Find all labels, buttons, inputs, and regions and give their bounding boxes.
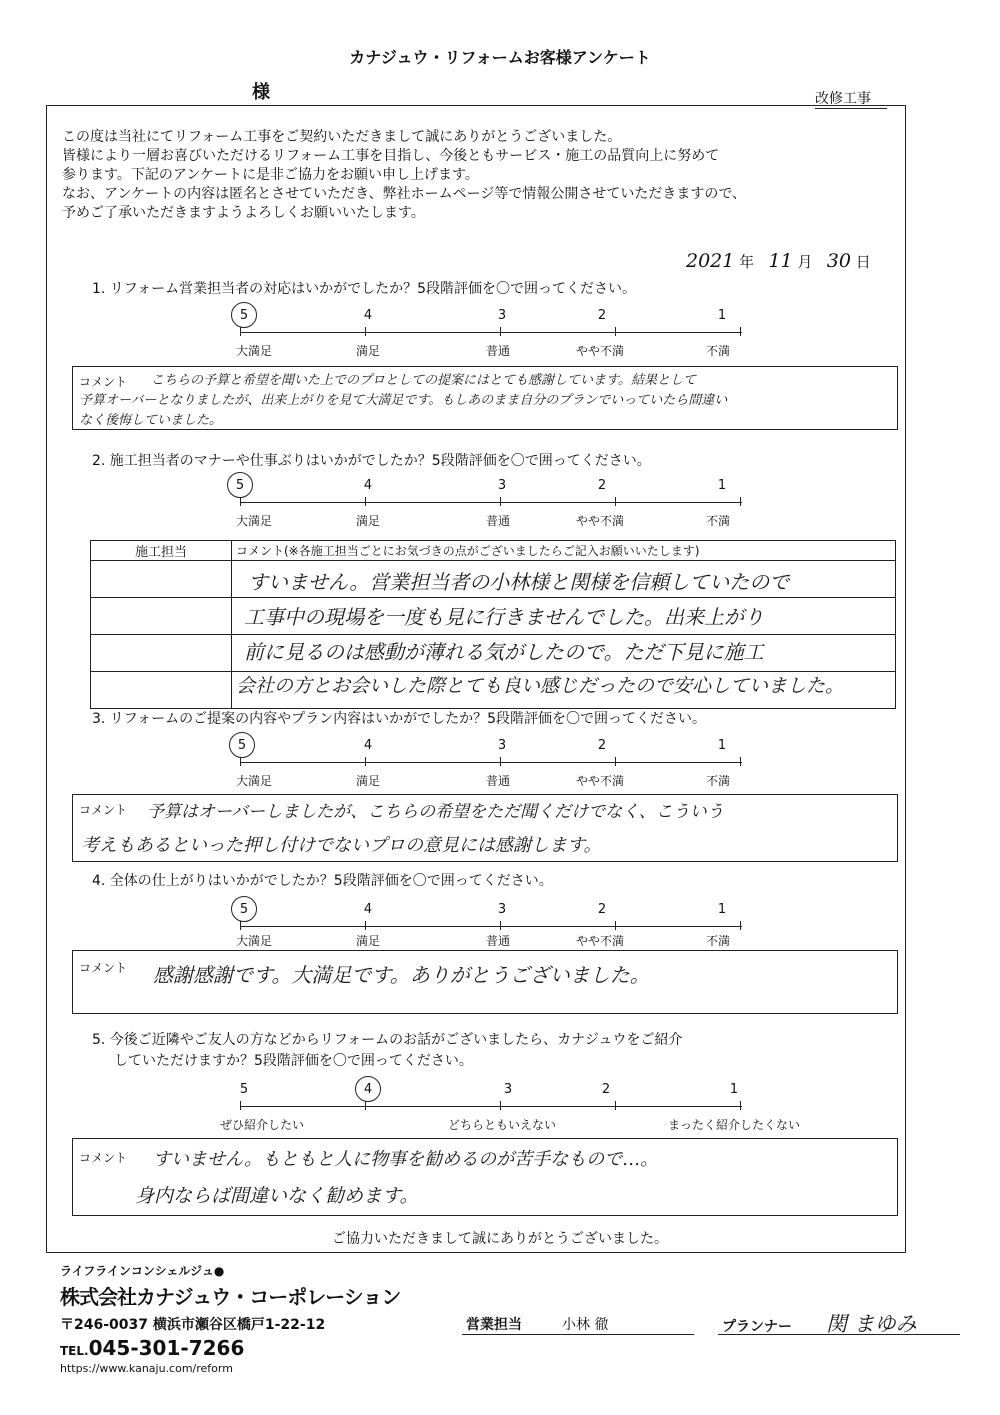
scale-number-1: 1 xyxy=(717,478,727,493)
date-year: 2021 xyxy=(686,250,735,272)
scale-label: 大満足 xyxy=(235,934,273,948)
comment-line: すいません。もともと人に物事を勧めるのが苦手なもので…。 xyxy=(153,1149,659,1170)
scale-label: まったく紹介したくない xyxy=(667,1118,801,1132)
comment-line: 前に見るのは感動が薄れる気がしたので。ただ下見に施工 xyxy=(244,640,764,664)
comment-line: 身内ならば間違いなく勧めます。 xyxy=(135,1185,419,1207)
scale-label: 大満足 xyxy=(235,774,273,788)
table-header-comment: コメント(※各施工担当ごとにお気づきの点がございましたらご記入お願いいたします) xyxy=(232,541,896,561)
scale-number-3: 3 xyxy=(497,308,507,323)
scale-label: 不満 xyxy=(705,934,731,948)
company-address: 〒246-0037 横浜市瀬谷区橋戸1-22-12 xyxy=(60,1317,326,1333)
comment-tag: コメント xyxy=(79,375,128,389)
scale-label: 満足 xyxy=(355,934,381,948)
scale-number-1: 1 xyxy=(717,902,727,917)
sales-staff-label: 営業担当 xyxy=(466,1317,522,1333)
comment-line: 考えもあるといった押し付けでないプロの意見には感謝します。 xyxy=(81,835,602,856)
rating-scale-q1 xyxy=(235,308,742,358)
thanks-message: ご協力いただきまして誠にありがとうございました。 xyxy=(332,1231,668,1247)
selected-rating-circle xyxy=(227,472,253,498)
scale-label: 大満足 xyxy=(235,514,273,528)
intro-line: 皆様により一層お喜びいただけるリフォーム工事を目指し、今後ともサービス・施工の品質向上に努めて xyxy=(62,148,720,164)
scale-label: 普通 xyxy=(485,514,511,528)
tel-prefix: TEL. xyxy=(60,1344,89,1358)
comment-box-q4 xyxy=(72,950,898,1014)
intro-line: なお、アンケートの内容は匿名とさせていただき、弊社ホームページ等で情報公開させていただきますので、 xyxy=(62,186,747,202)
planner-name: 関 まゆみ xyxy=(826,1312,917,1336)
intro-line: この度は当社にてリフォーム工事をご契約いただきまして誠にありがとうございました。 xyxy=(62,129,622,145)
rating-scale-q5 xyxy=(219,1082,801,1132)
scale-label: 不満 xyxy=(705,344,731,358)
company-phone xyxy=(60,1336,400,1360)
intro-line: 予めご了承いただきますようよろしくお願いいたします。 xyxy=(62,205,425,221)
planner-field xyxy=(718,1312,960,1335)
scale-label: やや不満 xyxy=(575,514,625,528)
scale-number-5: 5 xyxy=(239,1082,249,1097)
sales-staff-field xyxy=(462,1312,694,1335)
planner-label: プランナー xyxy=(722,1319,792,1335)
scale-number-1: 1 xyxy=(717,738,727,753)
scale-number-4: 4 xyxy=(363,1082,373,1097)
scale-number-2: 2 xyxy=(597,478,607,493)
scale-label: どちらともいえない xyxy=(447,1118,557,1132)
scale-label: 満足 xyxy=(355,774,381,788)
rating-scale-q2 xyxy=(235,478,742,528)
survey-title: カナジュウ・リフォームお客様アンケート xyxy=(349,48,651,67)
scale-number-4: 4 xyxy=(363,902,373,917)
scale-label: やや不満 xyxy=(575,774,625,788)
comment-tag: コメント xyxy=(79,961,128,975)
scale-number-3: 3 xyxy=(497,902,507,917)
question-4-text: 4. 全体の仕上がりはいかがでしたか？5段階評価を〇で囲ってください。 xyxy=(92,873,553,889)
scale-number-5: 5 xyxy=(239,902,249,917)
scale-number-3: 3 xyxy=(497,478,507,493)
date-day: 30 xyxy=(826,250,851,272)
selected-rating-circle xyxy=(229,732,255,758)
scale-number-5: 5 xyxy=(237,738,247,753)
question-5-text xyxy=(92,1030,683,1072)
table-header-staff: 施工担当 xyxy=(91,541,232,561)
comment-box-q5 xyxy=(72,1138,898,1216)
customer-suffix: 様 xyxy=(252,82,270,103)
work-type-label: 改修工事 xyxy=(815,91,871,107)
question-5-line: していただけますか？5段階評価を〇で囲ってください。 xyxy=(114,1053,473,1069)
comment-line: 会社の方とお会いした際とても良い感じだったので安心していました。 xyxy=(236,675,845,697)
question-3-text: 3. リフォームのご提案の内容やプラン内容はいかがでしたか？5段階評価を〇で囲ってください。 xyxy=(92,711,707,727)
scale-label: 満足 xyxy=(355,344,381,358)
selected-rating-circle xyxy=(355,1076,381,1102)
scale-label: 普通 xyxy=(485,774,511,788)
question-1-text: 1. リフォーム営業担当者の対応はいかがでしたか？5段階評価を〇で囲ってください。 xyxy=(92,281,637,297)
comment-line: 予算オーバーとなりましたが、出来上がりを見て大満足です。もしあのまま自分のプランでいっていたら間違い xyxy=(79,393,728,408)
scale-label: やや不満 xyxy=(575,344,625,358)
scale-number-2: 2 xyxy=(597,308,607,323)
comment-box-q3 xyxy=(72,794,898,862)
scale-number-2: 2 xyxy=(597,738,607,753)
intro-line: 参ります。下記のアンケートに是非ご協力をお願い申し上げます。 xyxy=(62,167,479,183)
rating-scale-q4 xyxy=(235,902,742,948)
company-footer xyxy=(60,1262,400,1375)
scale-number-2: 2 xyxy=(601,1082,611,1097)
scale-number-4: 4 xyxy=(363,308,373,323)
scale-number-1: 1 xyxy=(717,308,727,323)
company-url: https://www.kanaju.com/reform xyxy=(60,1362,233,1375)
scale-label: 満足 xyxy=(355,514,381,528)
rating-scale-q3 xyxy=(235,738,742,788)
selected-rating-circle xyxy=(231,302,257,328)
date-month-unit: 月 xyxy=(797,253,813,271)
selected-rating-circle xyxy=(231,896,257,922)
tel-number: 045-301-7266 xyxy=(88,1336,245,1360)
date-month: 11 xyxy=(768,250,793,272)
sales-staff-name: 小林 徹 xyxy=(562,1317,609,1333)
scale-label: 不満 xyxy=(705,514,731,528)
date-year-unit: 年 xyxy=(739,253,755,271)
comment-tag: コメント xyxy=(79,1151,128,1165)
comment-line: すいません。営業担当者の小林様と関様を信頼していたので xyxy=(248,570,790,594)
scale-label: 不満 xyxy=(705,774,731,788)
scale-number-3: 3 xyxy=(497,738,507,753)
scale-label: 大満足 xyxy=(235,344,273,358)
question-2-text: 2. 施工担当者のマナーや仕事ぶりはいかがでしたか？5段階評価を〇で囲ってください。 xyxy=(92,453,651,469)
scale-number-5: 5 xyxy=(239,308,249,323)
comment-line: こちらの予算と希望を聞いた上でのプロとしての提案にはとても感謝しています。結果として xyxy=(151,373,696,388)
question-5-line: 5. 今後ご近隣やご友人の方などからリフォームのお話がございましたら、カナジュウをご紹介 xyxy=(92,1032,683,1048)
comment-tag: コメント xyxy=(79,803,128,817)
scale-label: やや不満 xyxy=(575,934,625,948)
scale-label: 普通 xyxy=(485,934,511,948)
date-day-unit: 日 xyxy=(855,253,871,271)
company-name: 株式会社カナジュウ・コーポレーション xyxy=(60,1285,401,1309)
scale-number-4: 4 xyxy=(363,738,373,753)
scale-number-5: 5 xyxy=(235,478,245,493)
intro-text xyxy=(62,128,746,223)
survey-date xyxy=(686,250,871,272)
comment-line: 工事中の現場を一度も見に行きませんでした。出来上がり xyxy=(244,605,764,629)
scale-number-2: 2 xyxy=(597,902,607,917)
comment-line: 感謝感謝です。大満足です。ありがとうございました。 xyxy=(153,963,650,987)
company-tagline: ライフラインコンシェルジュ● xyxy=(60,1264,225,1278)
comment-box-q1 xyxy=(72,366,898,430)
comment-line: なく後悔していました。 xyxy=(79,413,223,428)
scale-label: 普通 xyxy=(485,344,511,358)
comment-line: 予算はオーバーしましたが、こちらの希望をただ聞くだけでなく、こういう xyxy=(147,802,724,822)
scale-number-4: 4 xyxy=(363,478,373,493)
scale-number-3: 3 xyxy=(503,1082,513,1097)
scale-label: ぜひ紹介したい xyxy=(219,1118,305,1132)
scale-number-1: 1 xyxy=(729,1082,739,1097)
